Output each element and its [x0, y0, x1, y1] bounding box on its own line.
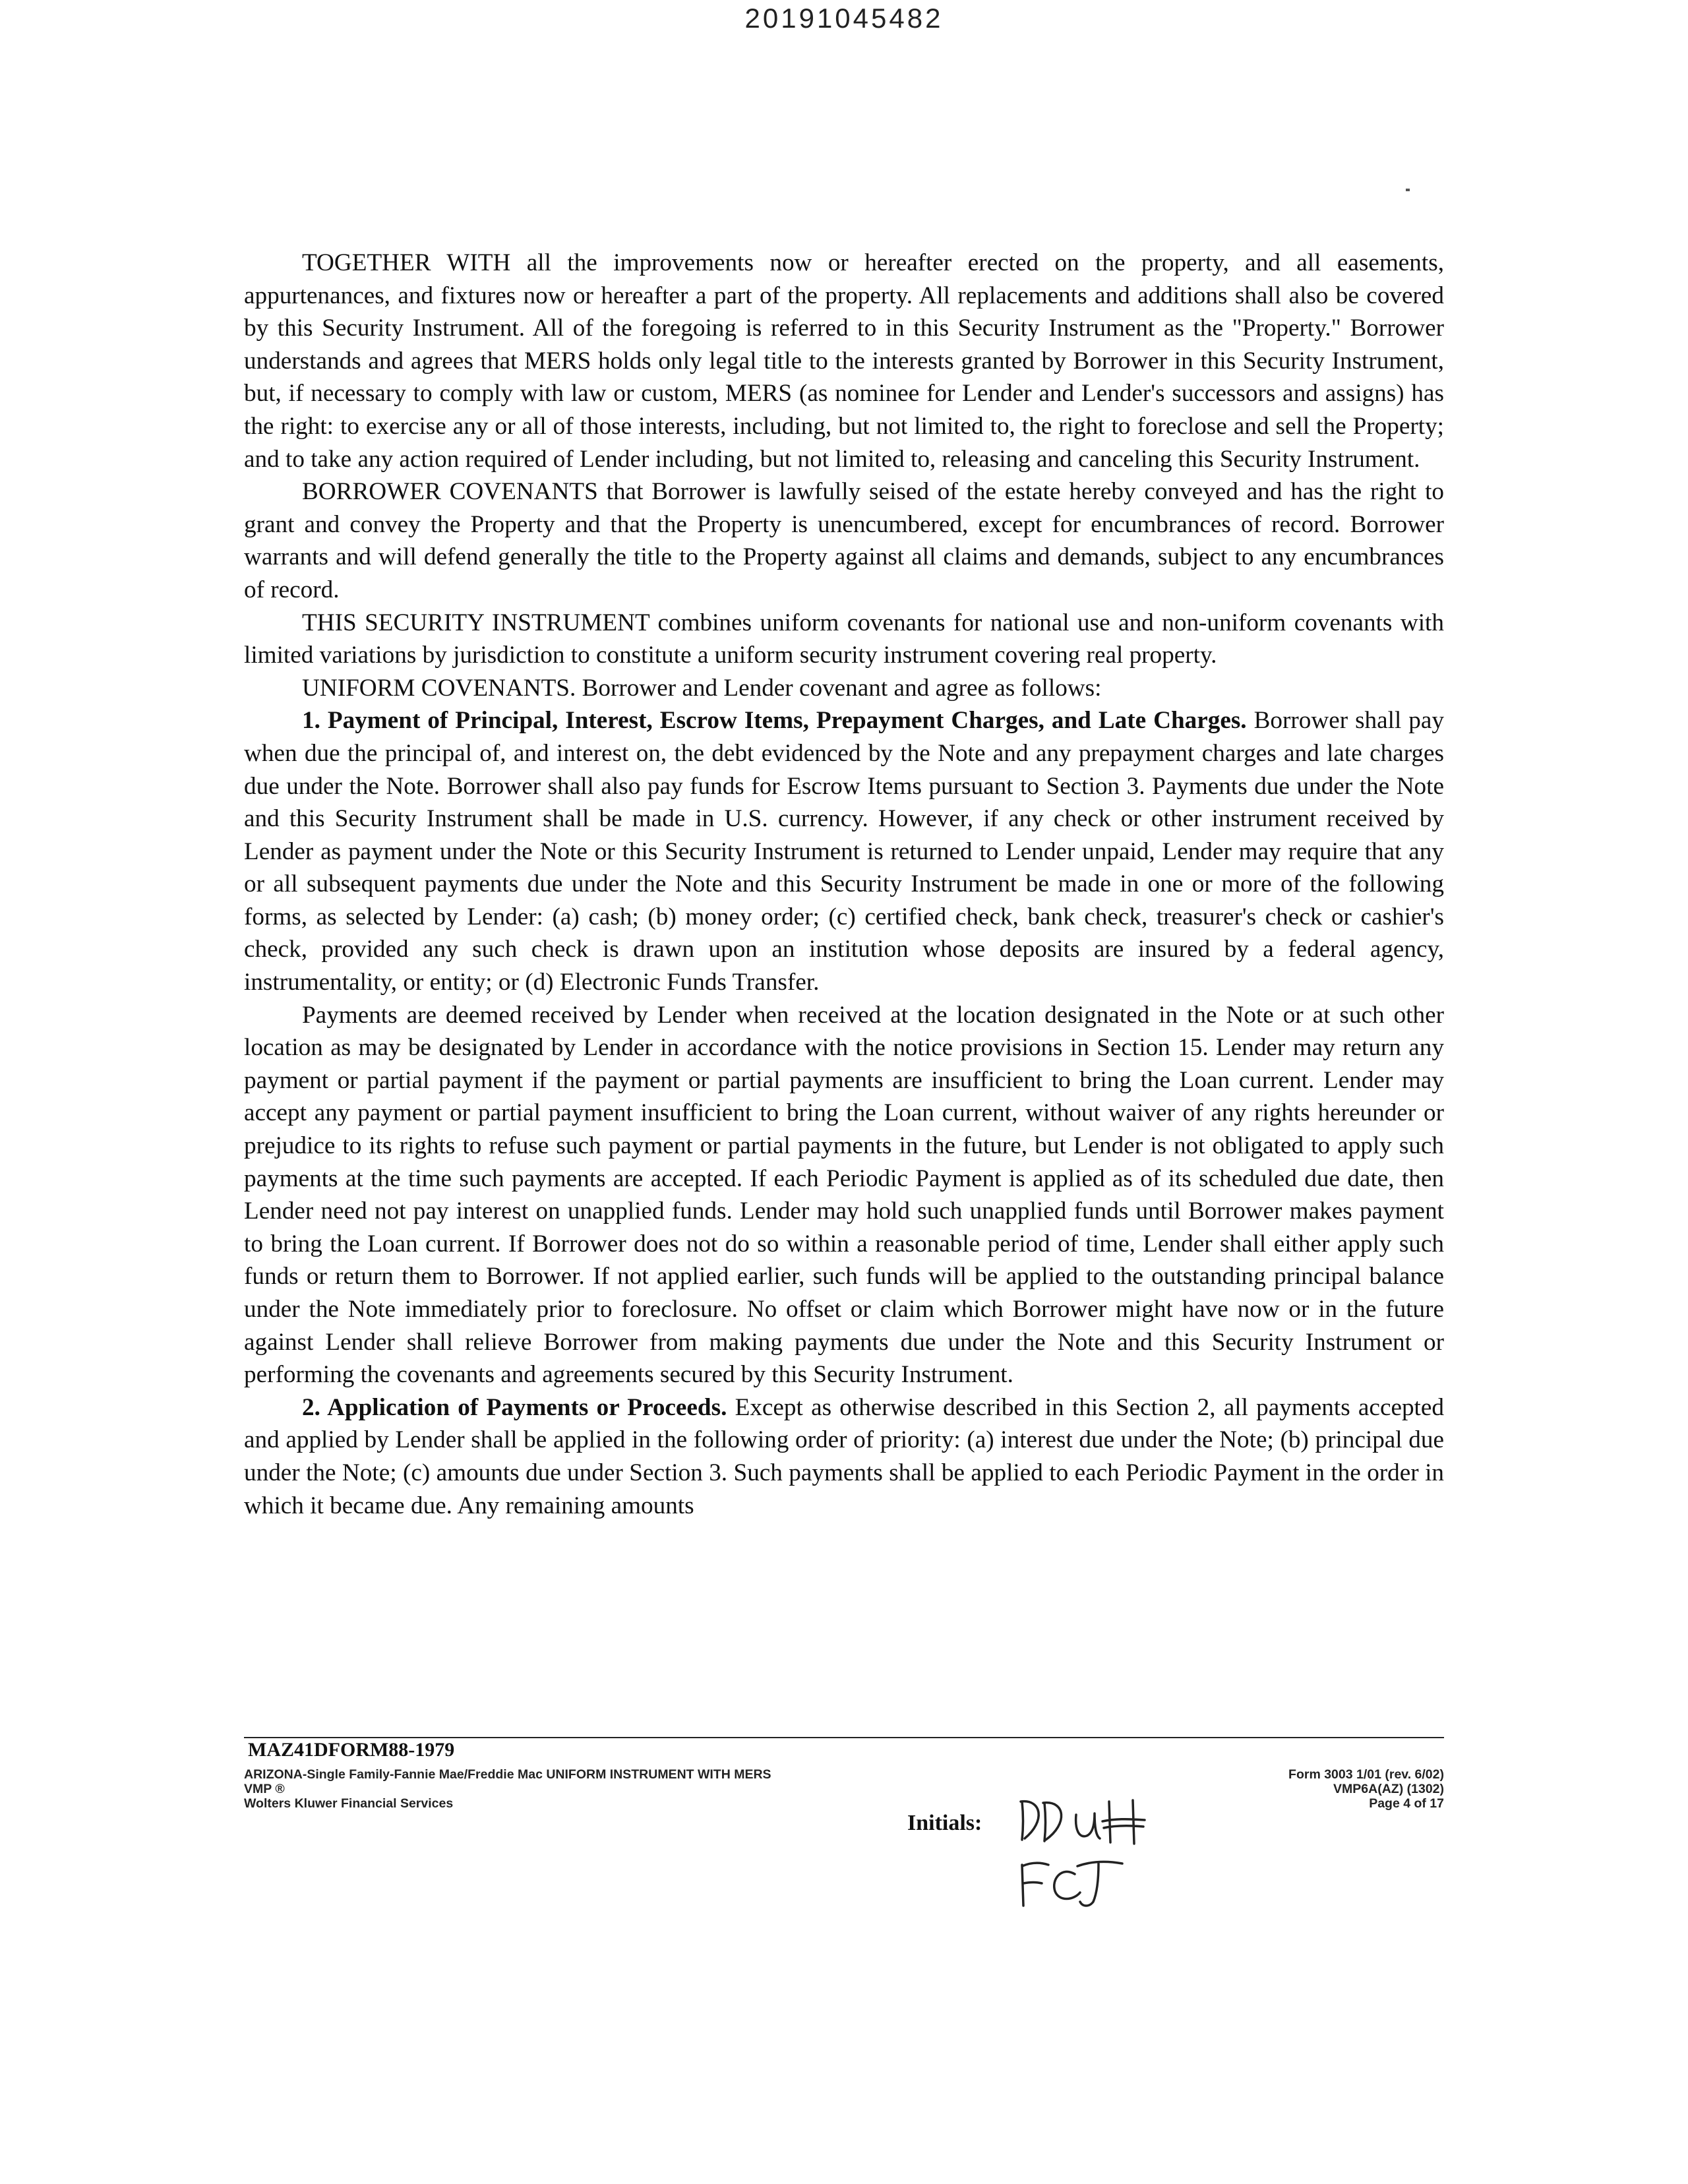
scan-speck	[1406, 189, 1410, 191]
form-code: MAZ41DFORM88-1979	[248, 1739, 455, 1761]
section-heading: 1. Payment of Principal, Interest, Escrow Items, Prepayment Charges, and Late Charges.	[302, 707, 1254, 735]
paragraph-section-2	[244, 1391, 1444, 1522]
paragraph-text: BORROWER COVENANTS that Borrower is lawfully seised of the estate hereby conveyed and has the right to grant and convey the Property and that the Property is unencumbered, except for encumbrances of record. Borrower warrants and will defend generally the title to the Property against all claims and demands, subject to any encumbrances of record.	[244, 478, 1444, 603]
paragraph-text: Except as otherwise described in this Section 2, all payments accepted and applied by Lender shall be applied in the following order of priority: (a) interest due under the Note; (b) principal due under the Note; (c) amounts due under Section 3. Such payments shall be applied to each Periodic Payment in the order in which it became due. Any remaining amounts	[244, 1393, 1444, 1519]
footer-left-block	[244, 1767, 771, 1811]
section-heading: 2. Application of Payments or Proceeds.	[302, 1393, 735, 1421]
paragraph-section-1	[244, 704, 1444, 998]
footer-right-line: VMP6A(AZ) (1302)	[1333, 1782, 1444, 1796]
document-number: 20191045482	[744, 3, 944, 34]
paragraph-text: Borrower shall pay when due the principal of, and interest on, the debt evidenced by the Note and any prepayment charges and late charges due under the Note. Borrower shall also pay funds for Escrow Items pursuant to Section 3. Payments due under the Note and this Security Instrument shall be made in U.S. currency. However, if any check or other instrument received by Lender as payment under the Note or this Security Instrument is returned to Lender unpaid, Lender may require that any or all subsequent payments due under the Note and this Security Instrument be made in one or more of the following forms, as selected by Lender: (a) cash; (b) money order; (c) certified check, bank check, treasurer's check or cashier's check, provided any such check is drawn upon an institution whose deposits are insured by a federal agency, instrumentality, or entity; or (d) Electronic Funds Transfer.	[244, 707, 1445, 996]
paragraph-text: UNIFORM COVENANTS. Borrower and Lender covenant and agree as follows:	[302, 674, 1102, 702]
paragraph-payments-received	[244, 999, 1444, 1391]
document-body	[244, 247, 1444, 1522]
footer-right-line: Page 4 of 17	[1369, 1796, 1444, 1811]
handwritten-initials-2	[1014, 1852, 1126, 1911]
paragraph-text: THIS SECURITY INSTRUMENT combines uniform covenants for national use and non-uniform covenants with limited variations by jurisdiction to constitute a uniform security instrument covering real property.	[244, 609, 1444, 669]
paragraph-together-with	[244, 247, 1444, 475]
footer-left-line: ARIZONA-Single Family-Fannie Mae/Freddie Mac UNIFORM INSTRUMENT WITH MERS	[244, 1767, 771, 1782]
initials-label: Initials:	[907, 1811, 982, 1835]
footer-right-line: Form 3003 1/01 (rev. 6/02)	[1288, 1767, 1444, 1782]
footer-right-block	[1288, 1767, 1444, 1811]
paragraph-text: TOGETHER WITH all the improvements now or hereafter erected on the property, and all easements, appurtenances, and fixtures now or hereafter a part of the property. All replacements and additions shall also be covered by this Security Instrument. All of the foregoing is referred to in this Security Instrument as the "Property." Borrower understands and agrees that MERS holds only legal title to the interests granted by Borrower in this Security Instrument, but, if necessary to comply with law or custom, MERS (as nominee for Lender and Lender's successors and assigns) has the right: to exercise any or all of those interests, including, but not limited to, the right to foreclose and sell the Property; and to take any action required of Lender including, but not limited to, releasing and canceling this Security Instrument.	[244, 249, 1444, 473]
footer-left-line: Wolters Kluwer Financial Services	[244, 1796, 454, 1811]
paragraph-text: Payments are deemed received by Lender when received at the location designated in the Note or at such other location as may be designated by Lender in accordance with the notice provisions in Section 15. Lender may return any payment or partial payment if the payment or partial payments are insufficient to bring the Loan current. Lender may accept any payment or partial payment insufficient to bring the Loan current, without waiver of any rights hereunder or prejudice to its rights to refuse such payment or partial payments in the future, but Lender is not obligated to apply such payments at the time such payments are accepted. If each Periodic Payment is applied as of its scheduled due date, then Lender need not pay interest on unapplied funds. Lender may hold such unapplied funds until Borrower makes payment to bring the Loan current. If Borrower does not do so within a reasonable period of time, Lender shall either apply such funds or return them to Borrower. If not applied earlier, such funds will be applied to the outstanding principal balance under the Note immediately prior to foreclosure. No offset or claim which Borrower might have now or in the future against Lender shall relieve Borrower from making payments due under the Note and this Security Instrument or performing the covenants and agreements secured by this Security Instrument.	[244, 1001, 1444, 1389]
paragraph-borrower-covenants	[244, 475, 1444, 606]
paragraph-security-instrument	[244, 607, 1444, 672]
paragraph-uniform-covenants	[244, 672, 1444, 705]
handwritten-initials-1	[1015, 1788, 1147, 1848]
footer-left-line: VMP ®	[244, 1782, 285, 1796]
